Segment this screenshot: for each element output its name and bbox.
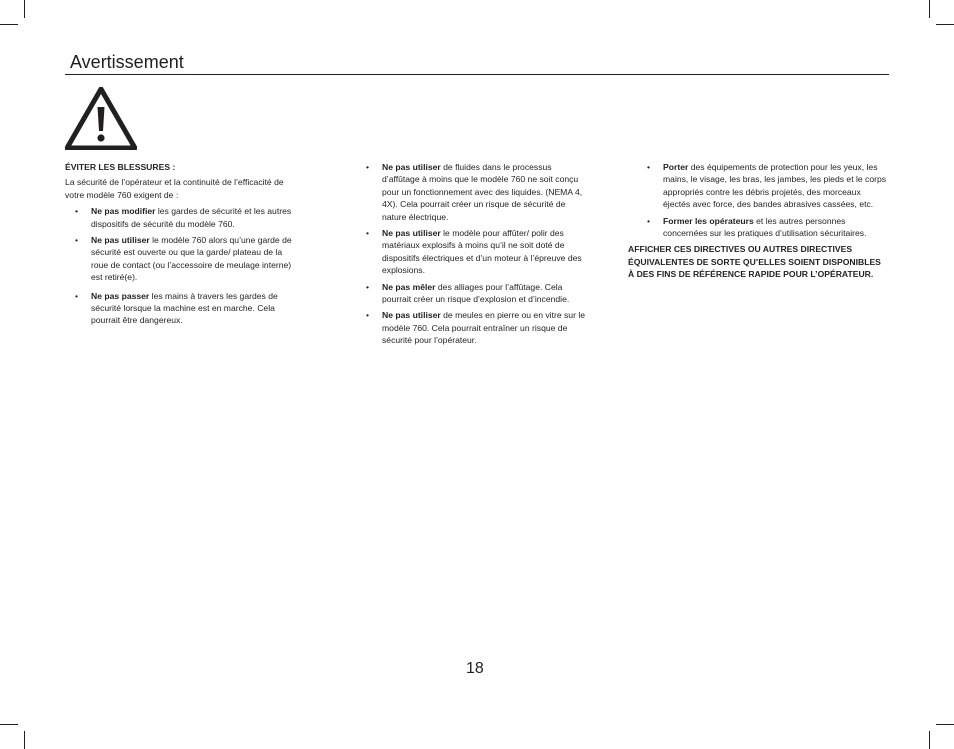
crop-mark	[24, 731, 25, 749]
crop-mark	[0, 724, 18, 725]
item-lead: Porter	[663, 162, 689, 172]
list-item	[65, 234, 293, 284]
crop-mark	[936, 724, 954, 725]
item-lead: Ne pas modifier	[91, 206, 156, 217]
item-lead: Ne pas mêler	[382, 281, 436, 292]
column-2	[356, 161, 588, 351]
item-text: le modèle 760 alors qu’une garde de sécurité est ouverte ou que la garde/ plateau de la roue de contact (ou l’accessoire de meulage interne) est retiré(e).	[91, 235, 292, 283]
page-number: 18	[466, 660, 484, 677]
section-heading: ÉVITER LES BLESSURES :	[65, 162, 176, 172]
item-lead: Ne pas utiliser	[382, 228, 441, 239]
bullet-list	[356, 161, 588, 347]
item-text: les gardes de sécurité et les autres dispositifs de sécurité du modèle 760.	[91, 206, 292, 229]
item-lead: Ne pas passer	[91, 290, 150, 301]
item-text: des équipements de protection pour les yeux, les mains, le visage, les bras, les jambes, les pieds et le corps appropriés contre les débris projetés, des morceaux éjectés avec force, des bandes abrasives cassées, etc.	[663, 162, 887, 210]
item-lead: Ne pas utiliser	[382, 310, 441, 321]
item-text: de fluides dans le processus d’affûtage à moins que le modèle 760 ne soit conçu pour un fonctionnement avec des liquides. (NEMA 4, 4X). Cela pourrait créer un risque de sécurité de nature électrique.	[382, 162, 583, 222]
item-text: les mains à travers les gardes de sécurité lorsque la machine est en marche. Cela pourrait être dangereux.	[91, 290, 278, 326]
crop-mark	[929, 0, 930, 18]
item-text: le modèle pour affûter/ polir des matériaux explosifs à moins qu’il ne soit doté de dispositifs électriques et d’un moteur à l’épreuve des explosions.	[382, 228, 582, 276]
list-item	[356, 281, 588, 306]
column-3	[628, 161, 887, 281]
posting-notice: AFFICHER CES DIRECTIVES OU AUTRES DIRECTIVES ÉQUIVALENTES DE SORTE QU’ELLES SOIENT DISPONIBLES À DES FINS DE RÉFÉRENCE RAPIDE POUR L’OPÉRATEUR.	[628, 244, 881, 280]
item-text: et les autres personnes concernées sur les pratiques d’utilisation sécuritaires.	[663, 215, 867, 239]
intro-text: La sécurité de l’opérateur et la continuité de l’efficacité de votre modèle 760 exigent de :	[65, 177, 284, 200]
item-lead: Ne pas utiliser	[382, 162, 441, 172]
bullet-list	[637, 161, 887, 239]
title-rule	[65, 74, 889, 75]
list-item	[356, 309, 588, 346]
list-item	[356, 161, 588, 223]
warning-triangle-icon	[65, 87, 137, 150]
item-lead: Ne pas utiliser	[91, 235, 150, 246]
list-item	[637, 161, 887, 211]
crop-mark	[0, 24, 18, 25]
crop-mark	[929, 731, 930, 749]
item-text: de meules en pierre ou en vitre sur le modèle 760. Cela pourrait entraîner un risque de sécurité pour l’opérateur.	[382, 310, 586, 346]
list-item	[356, 227, 588, 277]
item-text: des alliages pour l’affûtage. Cela pourrait créer un risque d’explosion et d’incendie.	[382, 281, 570, 305]
list-item	[65, 205, 293, 230]
page-title: Avertissement	[70, 52, 184, 72]
list-item	[637, 215, 887, 240]
list-item	[65, 290, 293, 327]
bullet-list	[65, 205, 293, 327]
column-1	[65, 161, 293, 327]
crop-mark	[936, 24, 954, 25]
crop-mark	[24, 0, 25, 18]
item-lead: Former les opérateurs	[663, 215, 754, 226]
